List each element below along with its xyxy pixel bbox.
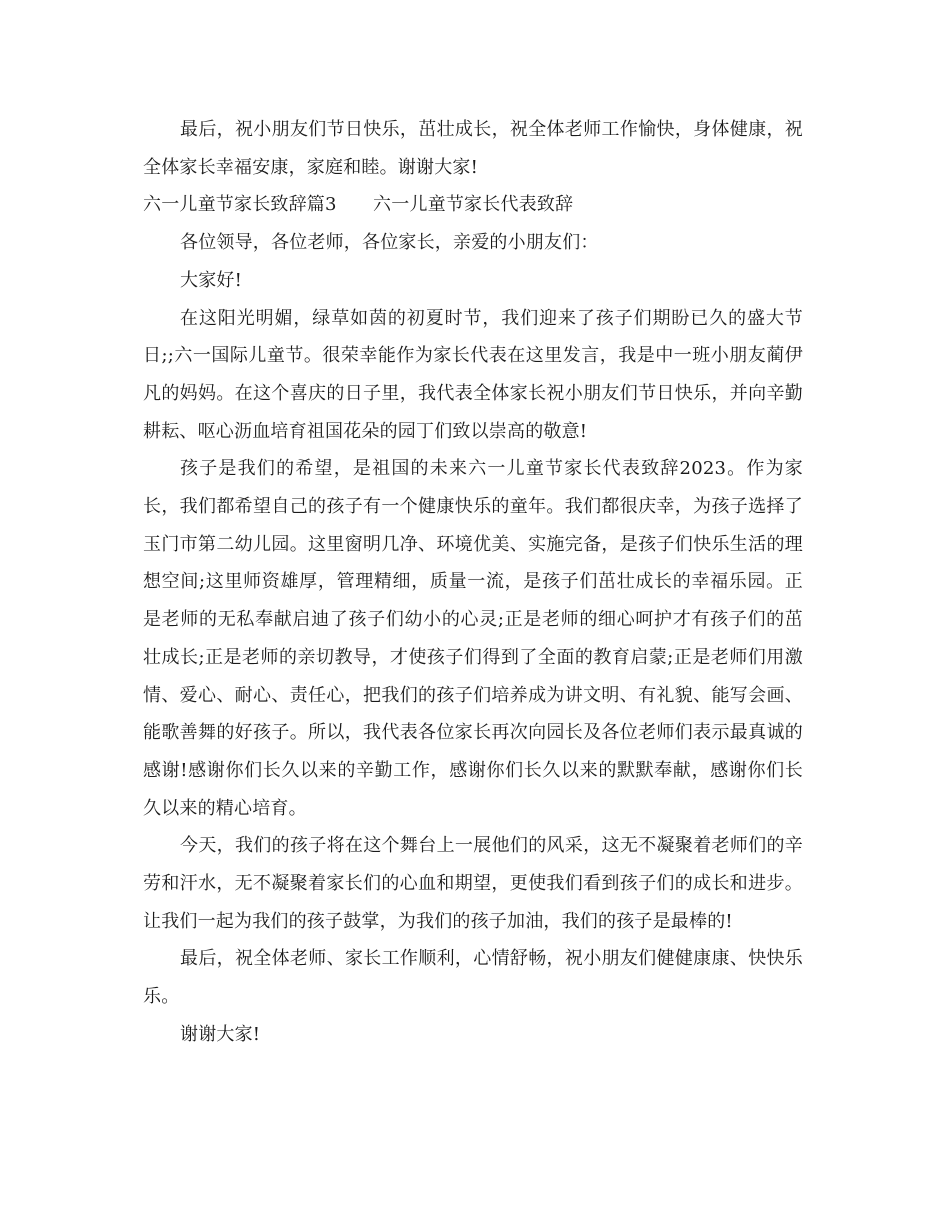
thanks-line: 谢谢大家! bbox=[180, 1023, 261, 1045]
body-paragraph-1: 在这阳光明媚，绿草如茵的初夏时节，我们迎来了孩子们期盼已久的盛大节日;;六一国际儿童节。很荣幸能作为家长代表在这里发言，我是中一班小朋友蔺伊凡的妈妈。在这个喜庆的日子里，我代表全体家长祝小朋友们节日快乐，并向辛勤耕耘、呕心沥血培育祖国花朵的园丁们致以崇高的敬意! bbox=[143, 307, 803, 442]
body-paragraph-2: 孩子是我们的希望，是祖国的未来六一儿童节家长代表致辞2023。作为家长，我们都希望自己的孩子有一个健康快乐的童年。我们都很庆幸，为孩子选择了玉门市第二幼儿园。这里窗明几净、环境优美、实施完备，是孩子们快乐生活的理想空间;这里师资雄厚，管理精细，质量一流，是孩子们茁壮成长的幸福乐园。正是老师的无私奉献启迪了孩子们幼小的心灵;正是老师的细心呵护才有孩子们的茁壮成长;正是老师的亲切教导，才使孩子们得到了全面的教育启蒙;正是老师们用激情、爱心、耐心、责任心，把我们的孩子们培养成为讲文明、有礼貌、能写会画、能歌善舞的好孩子。所以，我代表各位家长再次向园长及各位老师们表示最真诚的感谢!感谢你们长久以来的辛勤工作，感谢你们长久以来的默默奉献，感谢你们长久以来的精心培育。 bbox=[143, 458, 803, 819]
document-page bbox=[143, 111, 803, 1054]
greeting: 大家好! bbox=[180, 269, 243, 291]
salutation: 各位领导，各位老师，各位家长，亲爱的小朋友们： bbox=[180, 232, 599, 254]
closing-paragraph-2: 最后，祝全体老师、家长工作顺利，心情舒畅，祝小朋友们健健康康、快快乐乐。 bbox=[143, 948, 803, 1008]
section-heading: 六一儿童节家长致辞篇3 六一儿童节家长代表致辞 bbox=[143, 194, 574, 216]
body-paragraph-3: 今天，我们的孩子将在这个舞台上一展他们的风采，这无不凝聚着老师们的辛劳和汗水，无不凝聚着家长们的心血和期望，更使我们看到孩子们的成长和进步。让我们一起为我们的孩子鼓掌，为我们的孩子加油，我们的孩子是最棒的! bbox=[143, 835, 803, 932]
closing-paragraph-1: 最后，祝小朋友们节日快乐，茁壮成长，祝全体老师工作愉快，身体健康，祝全体家长幸福安康，家庭和睦。谢谢大家! bbox=[143, 119, 803, 178]
